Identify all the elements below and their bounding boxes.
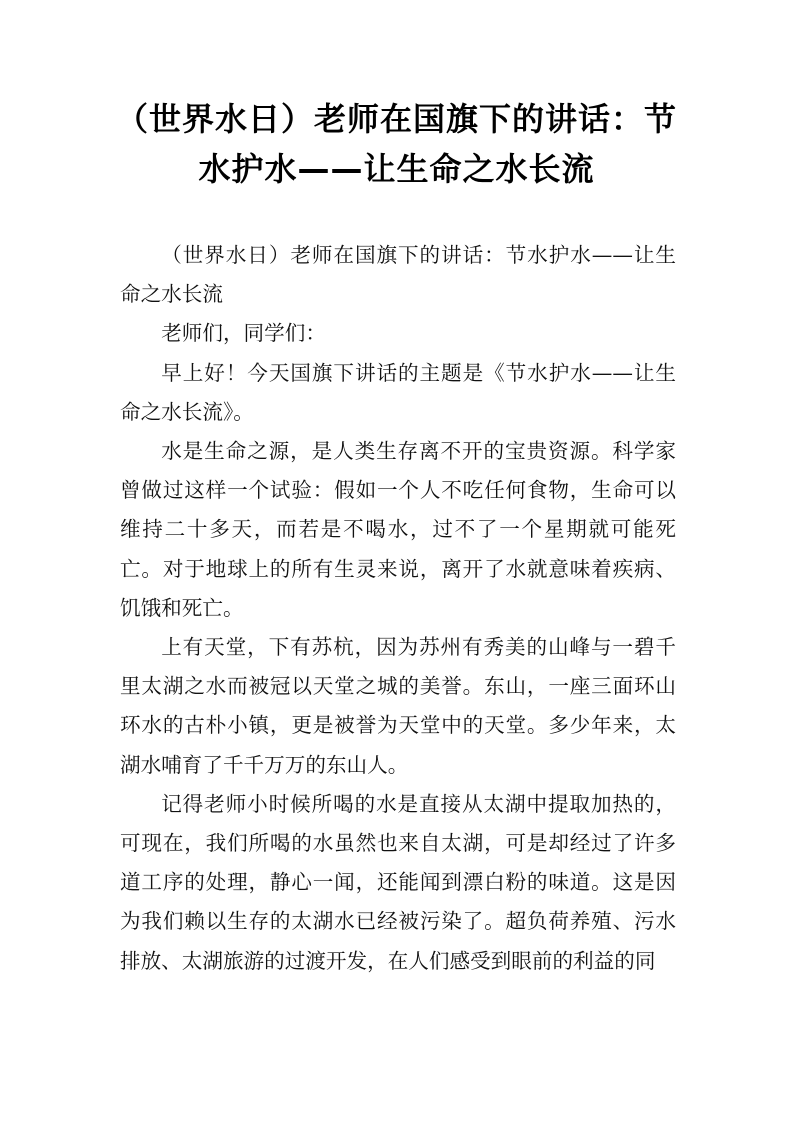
paragraph-water-source: 水是生命之源，是人类生存离不开的宝贵资源。科学家曾做过这样一个试验：假如一个人不吃任何食物，生命可以维持二十多天，而若是不喝水，过不了一个星期就可能死亡。对于地球上的所有生灵来说，离开了水就意味着疾病、饥饿和死亡。 — [120, 439, 676, 620]
paragraph-salutation: 老师们，同学们： — [161, 321, 326, 346]
paragraph-suzhou-taihu: 上有天堂，下有苏杭，因为苏州有秀美的山峰与一碧千里太湖之水而被冠以天堂之城的美誉。东山，一座三面环山环水的古朴小镇，更是被誉为天堂中的天堂。多少年来，太湖水哺育了千千万万的东山人。 — [120, 635, 676, 777]
paragraph-heading-repeat: （世界水日）老师在国旗下的讲话：节水护水——让生命之水长流 — [120, 243, 676, 307]
document-title: （世界水日）老师在国旗下的讲话：节水护水——让生命之水长流 — [115, 100, 677, 188]
paragraph-greeting: 早上好！今天国旗下讲话的主题是《节水护水——让生命之水长流》。 — [120, 360, 676, 424]
paragraph-pollution: 记得老师小时候所喝的水是直接从太湖中提取加热的，可现在，我们所喝的水虽然也来自太湖，可是却经过了许多道工序的处理，静心一闻，还能闻到漂白粉的味道。这是因为我们赖以生存的太湖水已经被污染了。超负荷养殖、污水排放、太湖旅游的过渡开发，在人们感受到眼前的利益的同 — [120, 791, 676, 973]
document-body — [120, 236, 676, 981]
